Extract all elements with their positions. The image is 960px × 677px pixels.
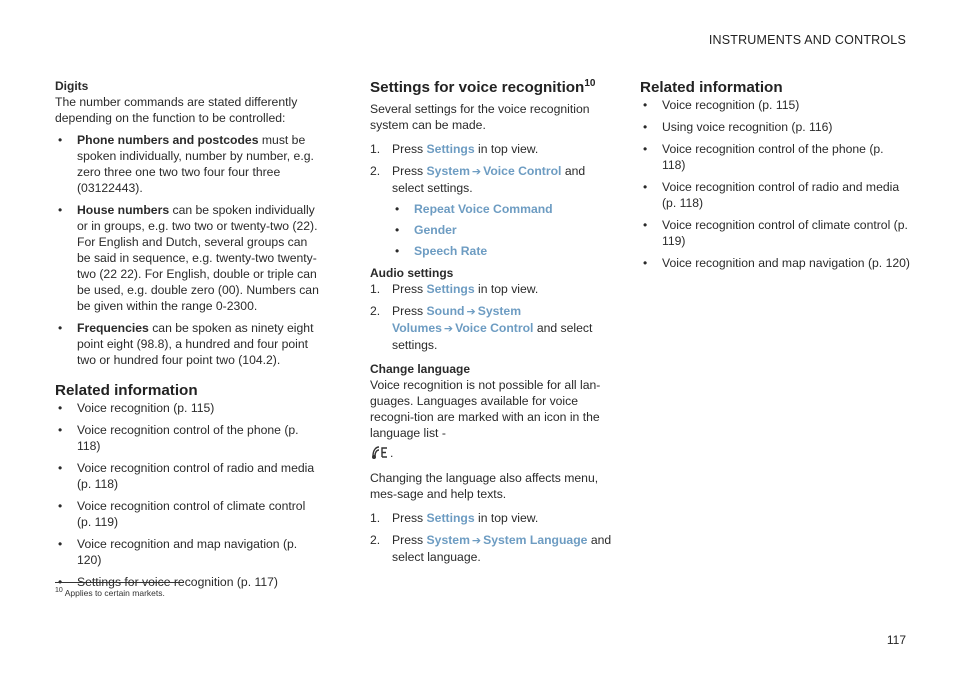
step-text: in top view. <box>474 142 539 156</box>
ui-label: System <box>426 533 470 547</box>
digits-heading: Digits <box>55 79 89 93</box>
list-item <box>55 320 320 368</box>
language-text-2: Changing the language also affects menu, mes-sage and help texts. <box>370 471 599 501</box>
ui-label: Voice Control <box>455 321 534 335</box>
link-text[interactable]: Voice recognition control of radio and media (p. 118) <box>77 461 315 491</box>
item-text: can be spoken individually or in groups, e.g. two two or twenty-two (22). For English and Dutch, several groups can be said in sequence, e.g. twenty-two twenty-two (22 22). For English, double or triple can be used, e.g. double zero (00). Numbers can be given within the range 0-2300. <box>77 203 319 313</box>
ui-label: Speech Rate <box>414 244 488 258</box>
step-text: Press <box>392 533 427 547</box>
sub-item <box>392 243 615 259</box>
ui-label: Settings <box>426 142 475 156</box>
ui-label: System Language <box>483 533 588 547</box>
column-3 <box>640 78 910 271</box>
related-link[interactable] <box>55 400 320 416</box>
page-number: 117 <box>886 633 906 647</box>
punctuation: . <box>390 446 394 461</box>
link-text[interactable]: Voice recognition and map navigation (p. 120) <box>77 537 298 567</box>
bullet-icon: • <box>58 321 63 335</box>
related-link[interactable] <box>55 460 320 492</box>
bullet-icon: • <box>58 461 63 475</box>
item-bold: House numbers <box>77 203 170 217</box>
bullet-icon: • <box>58 575 63 589</box>
audio-heading: Audio settings <box>370 266 454 280</box>
link-text[interactable]: Settings for voice recognition (p. 117) <box>77 575 278 589</box>
ui-label: System Volumes <box>392 304 522 335</box>
step <box>370 141 615 157</box>
step <box>370 510 615 526</box>
step-number: 1. <box>370 142 381 156</box>
ui-label: Gender <box>414 223 457 237</box>
step-number: 2. <box>370 304 381 318</box>
bullet-icon: • <box>58 401 63 415</box>
heading-text: Settings for voice recognition <box>370 79 585 96</box>
language-icon-line <box>370 444 615 464</box>
voice-language-icon <box>370 444 390 464</box>
step-text: in top view. <box>474 511 539 525</box>
item-text: must be spoken individually, number by number, e.g. zero three one two two four four three (03122443). <box>77 133 314 195</box>
step-text: and select settings. <box>392 321 593 352</box>
footnote-text: Applies to certain markets. <box>64 587 165 598</box>
link-text[interactable]: Voice recognition control of the phone (p. 118) <box>662 142 884 172</box>
related-link[interactable] <box>640 97 910 113</box>
step <box>370 303 615 353</box>
arrow-right-icon: ➔ <box>466 306 476 318</box>
step-text: Press <box>392 304 427 318</box>
page-header-title: INSTRUMENTS AND CONTROLS <box>708 33 906 47</box>
link-text[interactable]: Voice recognition and map navigation (p. 120) <box>662 256 910 270</box>
bullet-icon: • <box>395 202 400 216</box>
item-bold: Phone numbers and postcodes <box>77 133 259 147</box>
digits-intro: The number commands are stated differently depending on the function to be controlled: <box>55 95 298 125</box>
related-link[interactable] <box>640 179 910 211</box>
step-text: in top view. <box>474 282 539 296</box>
link-text[interactable]: Voice recognition (p. 115) <box>77 401 215 415</box>
digits-list <box>55 132 320 368</box>
footnote-divider <box>55 582 183 583</box>
section-intro: Several settings for the voice recognition system can be made. <box>370 102 590 132</box>
bullet-icon: • <box>643 142 648 156</box>
step-text: Press <box>392 142 427 156</box>
audio-steps <box>370 281 615 353</box>
ui-label: Repeat Voice Command <box>414 202 553 216</box>
step-text: Press <box>392 164 427 178</box>
footnote-number: 10 <box>55 587 63 594</box>
item-bold: Frequencies <box>77 321 149 335</box>
related-link[interactable] <box>640 255 910 271</box>
link-text[interactable]: Using voice recognition (p. 116) <box>662 120 833 134</box>
step-text: and select language. <box>392 533 612 564</box>
related-link[interactable] <box>640 217 910 249</box>
bullet-icon: • <box>395 223 400 237</box>
step-text: and select settings. <box>392 164 586 195</box>
related-list <box>55 400 320 590</box>
bullet-icon: • <box>58 133 63 147</box>
ui-label: Settings <box>426 282 475 296</box>
arrow-right-icon: ➔ <box>471 166 482 178</box>
column-2 <box>370 78 615 565</box>
sub-list <box>392 201 615 259</box>
column-1 <box>55 78 320 590</box>
language-text: Voice recognition is not possible for all lan-guages. Languages available for voice recogni-tion are marked with an icon in the language list - <box>370 378 601 440</box>
bullet-icon: • <box>643 180 648 194</box>
step-text: Press <box>392 282 427 296</box>
step-number: 2. <box>370 164 381 178</box>
ui-label: Settings <box>426 511 475 525</box>
bullet-icon: • <box>643 256 648 270</box>
step-text: Press <box>392 511 427 525</box>
related-link[interactable] <box>55 498 320 530</box>
step-number: 2. <box>370 533 381 547</box>
item-text: can be spoken as ninety eight point eight (98.8), a hundred and four point two or hundred four point two (104.2). <box>77 321 314 367</box>
arrow-right-icon: ➔ <box>471 535 482 547</box>
ui-label: Voice Control <box>483 164 562 178</box>
bullet-icon: • <box>395 244 400 258</box>
link-text[interactable]: Voice recognition control of climate control (p. 119) <box>662 218 908 248</box>
bullet-icon: • <box>58 423 63 437</box>
list-item <box>55 202 320 314</box>
ui-label: System <box>426 164 470 178</box>
arrow-right-icon: ➔ <box>443 323 454 335</box>
link-text[interactable]: Voice recognition control of the phone (p. 118) <box>77 423 299 453</box>
related-link[interactable] <box>55 422 320 454</box>
sub-item <box>392 222 615 238</box>
footnote <box>55 587 165 598</box>
bullet-icon: • <box>58 537 63 551</box>
bullet-icon: • <box>643 218 648 232</box>
related-heading: Related information <box>55 382 198 399</box>
bullet-icon: • <box>643 98 648 112</box>
language-steps <box>370 510 615 565</box>
link-text[interactable]: Voice recognition control of radio and media (p. 118) <box>662 180 900 210</box>
bullet-icon: • <box>58 203 63 217</box>
related-heading: Related information <box>640 79 783 96</box>
step <box>370 281 615 297</box>
link-text[interactable]: Voice recognition (p. 115) <box>662 98 800 112</box>
related-link[interactable] <box>55 536 320 568</box>
related-link[interactable] <box>640 141 910 173</box>
list-item <box>55 132 320 196</box>
bullet-icon: • <box>643 120 648 134</box>
step <box>370 532 615 565</box>
step-number: 1. <box>370 511 381 525</box>
related-list <box>640 97 910 271</box>
sub-item <box>392 201 615 217</box>
link-text[interactable]: Voice recognition control of climate control (p. 119) <box>77 499 306 529</box>
language-heading: Change language <box>370 362 471 376</box>
settings-steps <box>370 141 615 259</box>
related-link[interactable] <box>640 119 910 135</box>
footnote-ref: 10 <box>584 77 596 89</box>
ui-label: Sound <box>426 304 465 318</box>
section-heading <box>370 78 615 97</box>
step <box>370 163 615 259</box>
step-number: 1. <box>370 282 381 296</box>
bullet-icon: • <box>58 499 63 513</box>
